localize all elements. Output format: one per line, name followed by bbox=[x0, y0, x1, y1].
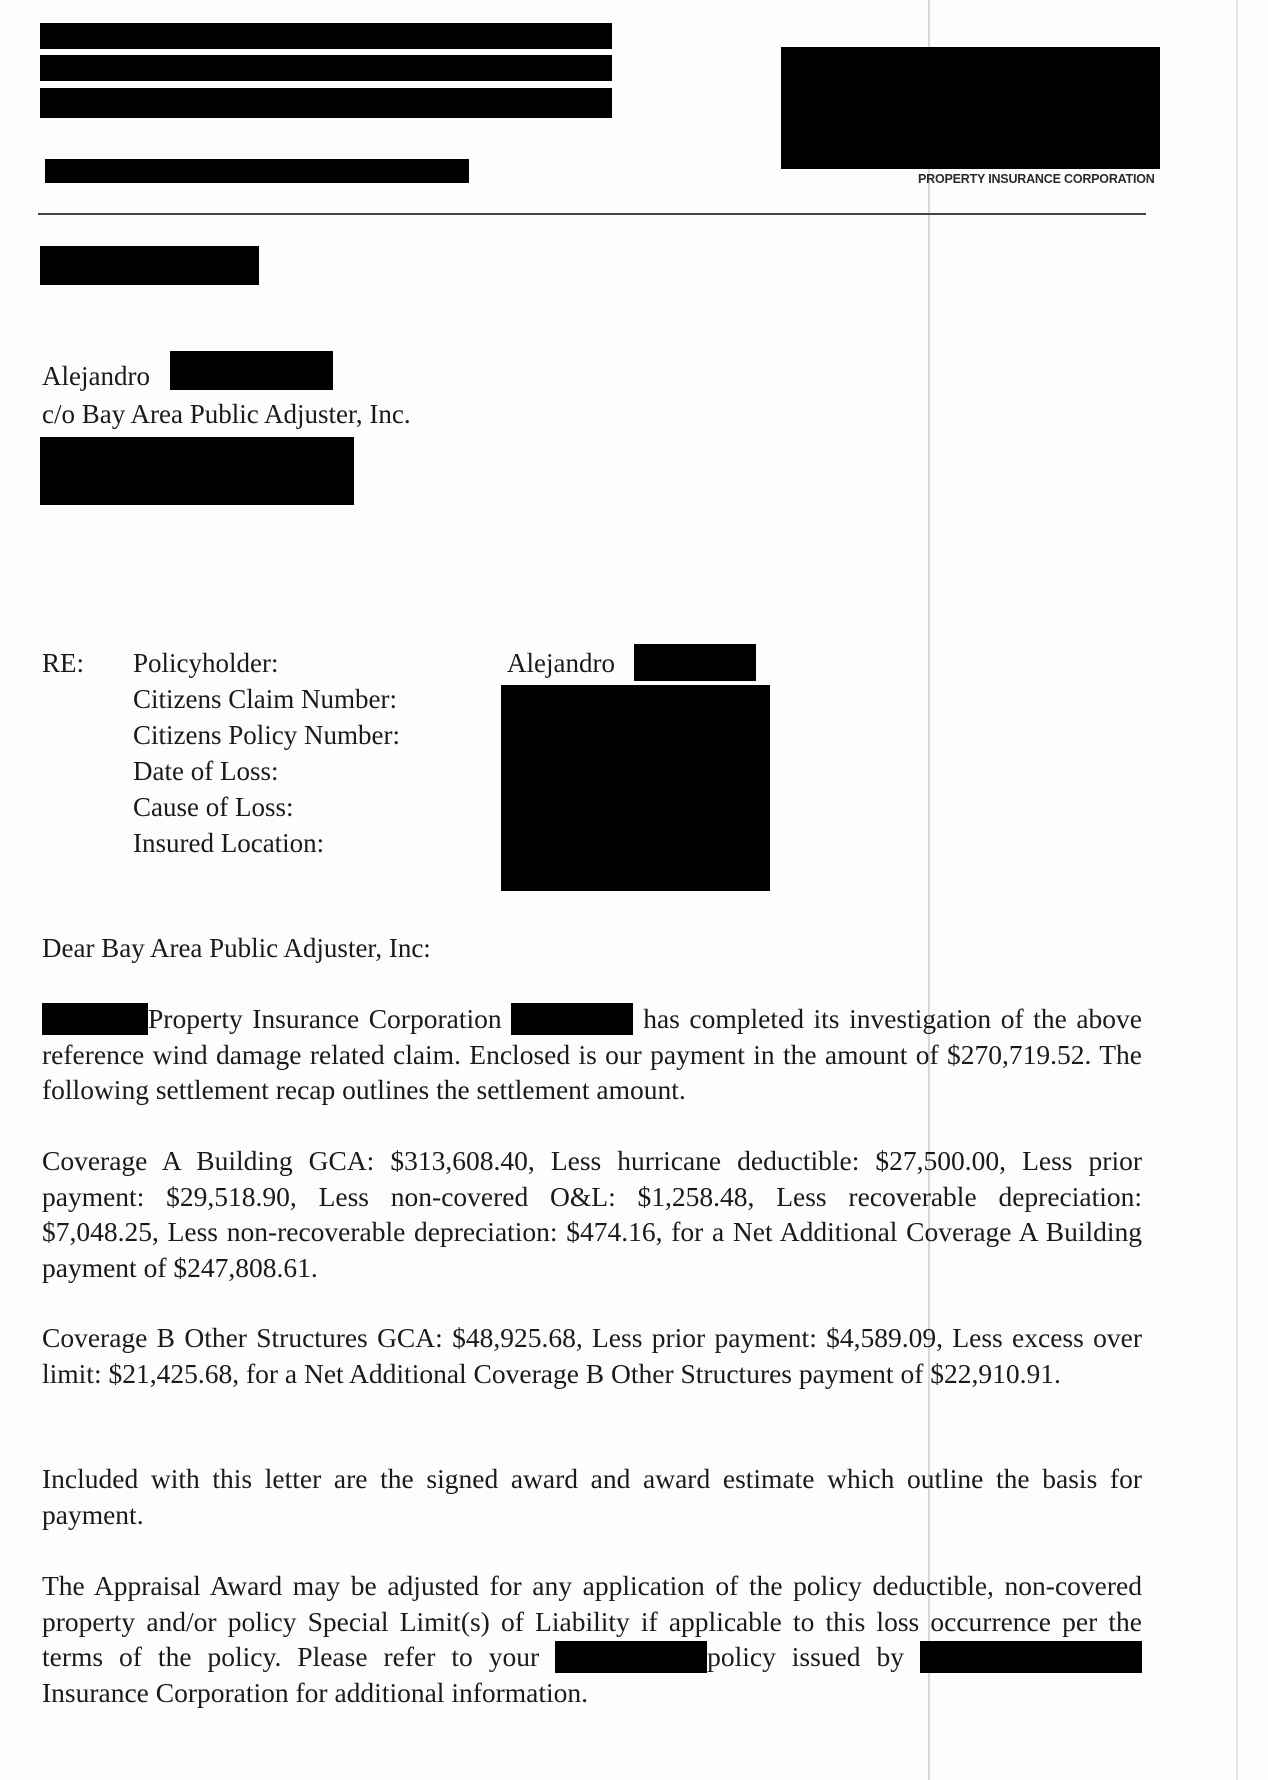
re-field-policyholder: Policyholder: bbox=[133, 648, 279, 678]
paragraph-coverage-a: Coverage A Building GCA: $313,608.40, Less hurricane deductible: $27,500.00, Less prior payment: $29,518.90, Less non-covered O&L: $1,258.48, Less recoverable depreciation: $7,048.25, Less non-recoverable depreciation: $474.16, for a Net Additional Coverage A Building payment of $247,808.61. bbox=[42, 1145, 1142, 1283]
paragraph5-closing: Insurance Corporation for additional information. bbox=[42, 1676, 589, 1708]
salutation: Dear Bay Area Public Adjuster, Inc: bbox=[42, 933, 431, 963]
recipient-care-of: c/o Bay Area Public Adjuster, Inc. bbox=[42, 399, 411, 429]
redacted-recipient-surname bbox=[170, 351, 333, 390]
re-label: RE: bbox=[42, 648, 85, 678]
header-divider bbox=[38, 213, 1146, 215]
re-field-cause-of-loss: Cause of Loss: bbox=[133, 792, 294, 822]
paragraph5-body: The Appraisal Award may be adjusted for any application of the policy deductible, non-covered property and/or policy Special Limit(s) of Liability if applicable to this loss occurrence per the terms of the policy. Please refer to your bbox=[42, 1570, 1142, 1672]
paragraph1-company: Property Insurance Corporation bbox=[148, 1003, 502, 1034]
re-field-labels bbox=[133, 645, 400, 861]
re-field-policy-number: Citizens Policy Number: bbox=[133, 720, 400, 750]
redacted-date bbox=[40, 246, 259, 285]
redacted-logo bbox=[781, 47, 1160, 169]
paragraph1-body: has completed its investigation of the above reference wind damage related claim. Enclosed is our payment in the amount of $270,719.52. The following settlement recap outlines the settlement amount. bbox=[42, 1003, 1142, 1105]
redacted-sender-line-1 bbox=[40, 23, 612, 49]
re-policyholder-value: Alejandro bbox=[507, 648, 615, 678]
paragraph-appraisal-award bbox=[42, 1568, 1142, 1710]
redacted-company-prefix bbox=[42, 1003, 148, 1035]
redacted-recipient-address bbox=[40, 437, 354, 505]
redacted-policyholder-surname bbox=[634, 644, 756, 681]
redacted-policy-type bbox=[555, 1641, 707, 1673]
scan-edge-line bbox=[1236, 0, 1238, 1780]
redacted-claim-details bbox=[501, 685, 770, 891]
paragraph-included-documents: Included with this letter are the signed award and award estimate which outline the basis for payment. bbox=[42, 1463, 1142, 1530]
paragraph-coverage-b: Coverage B Other Structures GCA: $48,925.68, Less prior payment: $4,589.09, Less excess over limit: $21,425.68, for a Net Additional Coverage B Other Structures payment of $22,910.91. bbox=[42, 1322, 1142, 1389]
recipient-first-name: Alejandro bbox=[42, 361, 150, 391]
paragraph-payment-summary bbox=[42, 1001, 1142, 1108]
redacted-company-detail bbox=[511, 1003, 633, 1035]
re-field-date-of-loss: Date of Loss: bbox=[133, 756, 279, 786]
redacted-insurer-name bbox=[920, 1641, 1142, 1673]
re-field-claim-number: Citizens Claim Number: bbox=[133, 684, 397, 714]
paragraph5-policy-issued: policy issued by bbox=[707, 1641, 905, 1672]
redacted-sender-line-4 bbox=[45, 159, 469, 183]
re-field-insured-location: Insured Location: bbox=[133, 828, 325, 858]
redacted-sender-line-3 bbox=[40, 88, 612, 118]
logo-caption: PROPERTY INSURANCE CORPORATION bbox=[918, 172, 1155, 186]
redacted-sender-line-2 bbox=[40, 55, 612, 81]
recipient-name bbox=[42, 358, 150, 394]
